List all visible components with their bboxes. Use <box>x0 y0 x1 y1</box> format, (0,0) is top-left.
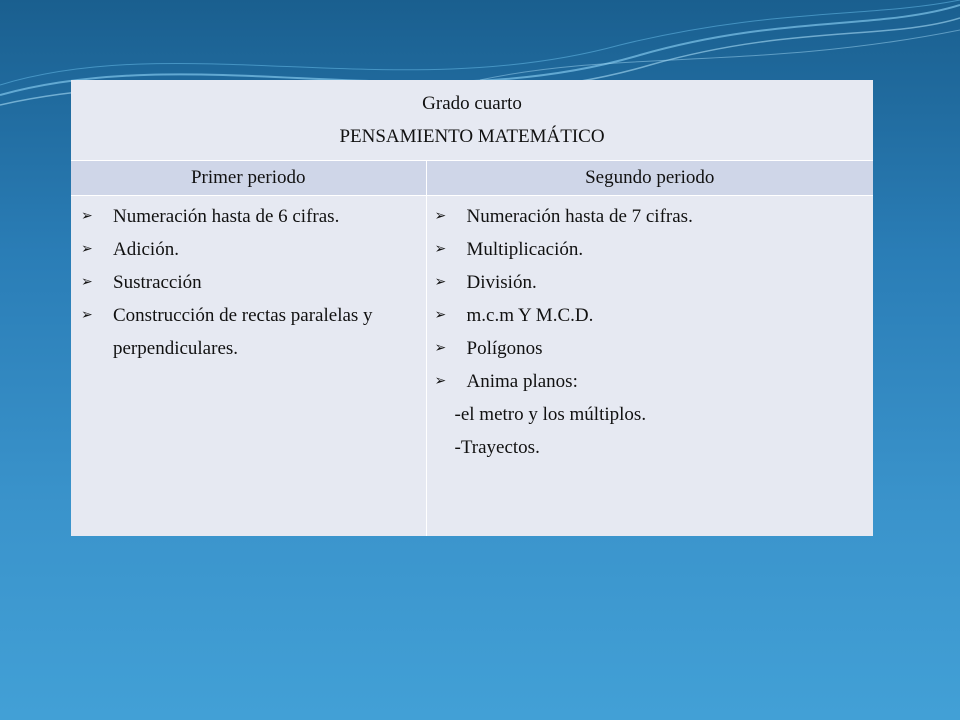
topics-row <box>71 196 873 537</box>
periods-row <box>71 161 873 196</box>
first-period-list <box>71 200 426 365</box>
arrowhead-bullet-icon: ➢ <box>81 241 93 257</box>
arrowhead-bullet-icon: ➢ <box>434 241 447 257</box>
second-period-header: Segundo periodo <box>426 161 873 196</box>
list-item: ➢ Construcción de rectas paralelas y perpendiculares. <box>71 299 426 365</box>
list-item: ➢ m.c.m Y M.C.D. <box>427 299 874 332</box>
subject-title: PENSAMIENTO MATEMÁTICO <box>339 126 605 147</box>
list-item: ➢ Sustracción <box>71 266 426 299</box>
sub-list-item: -Trayectos. <box>454 437 540 458</box>
second-period-topics <box>426 196 873 537</box>
arrowhead-bullet-icon: ➢ <box>81 208 93 224</box>
list-item: ➢ Adición. <box>71 233 426 266</box>
arrowhead-bullet-icon: ➢ <box>434 208 447 224</box>
second-period-list <box>427 200 874 398</box>
list-item: ➢ División. <box>427 266 874 299</box>
arrowhead-bullet-icon: ➢ <box>434 373 447 389</box>
grade-title: Grado cuarto <box>422 92 522 114</box>
table-header-row <box>71 80 873 161</box>
list-item: ➢ Numeración hasta de 6 cifras. <box>71 200 426 233</box>
first-period-topics <box>71 196 426 537</box>
arrowhead-bullet-icon: ➢ <box>434 307 447 323</box>
arrowhead-bullet-icon: ➢ <box>434 340 447 356</box>
table-header-cell <box>71 80 873 161</box>
arrowhead-bullet-icon: ➢ <box>81 307 93 323</box>
arrowhead-bullet-icon: ➢ <box>434 274 447 290</box>
curriculum-table <box>71 80 873 536</box>
first-period-header: Primer periodo <box>71 161 426 196</box>
list-item: ➢ Numeración hasta de 7 cifras. <box>427 200 874 233</box>
list-item: ➢ Anima planos: <box>427 365 874 398</box>
arrowhead-bullet-icon: ➢ <box>81 274 93 290</box>
list-item: ➢ Polígonos <box>427 332 874 365</box>
sub-list-item: -el metro y los múltiplos. <box>454 404 647 425</box>
list-item: ➢ Multiplicación. <box>427 233 874 266</box>
